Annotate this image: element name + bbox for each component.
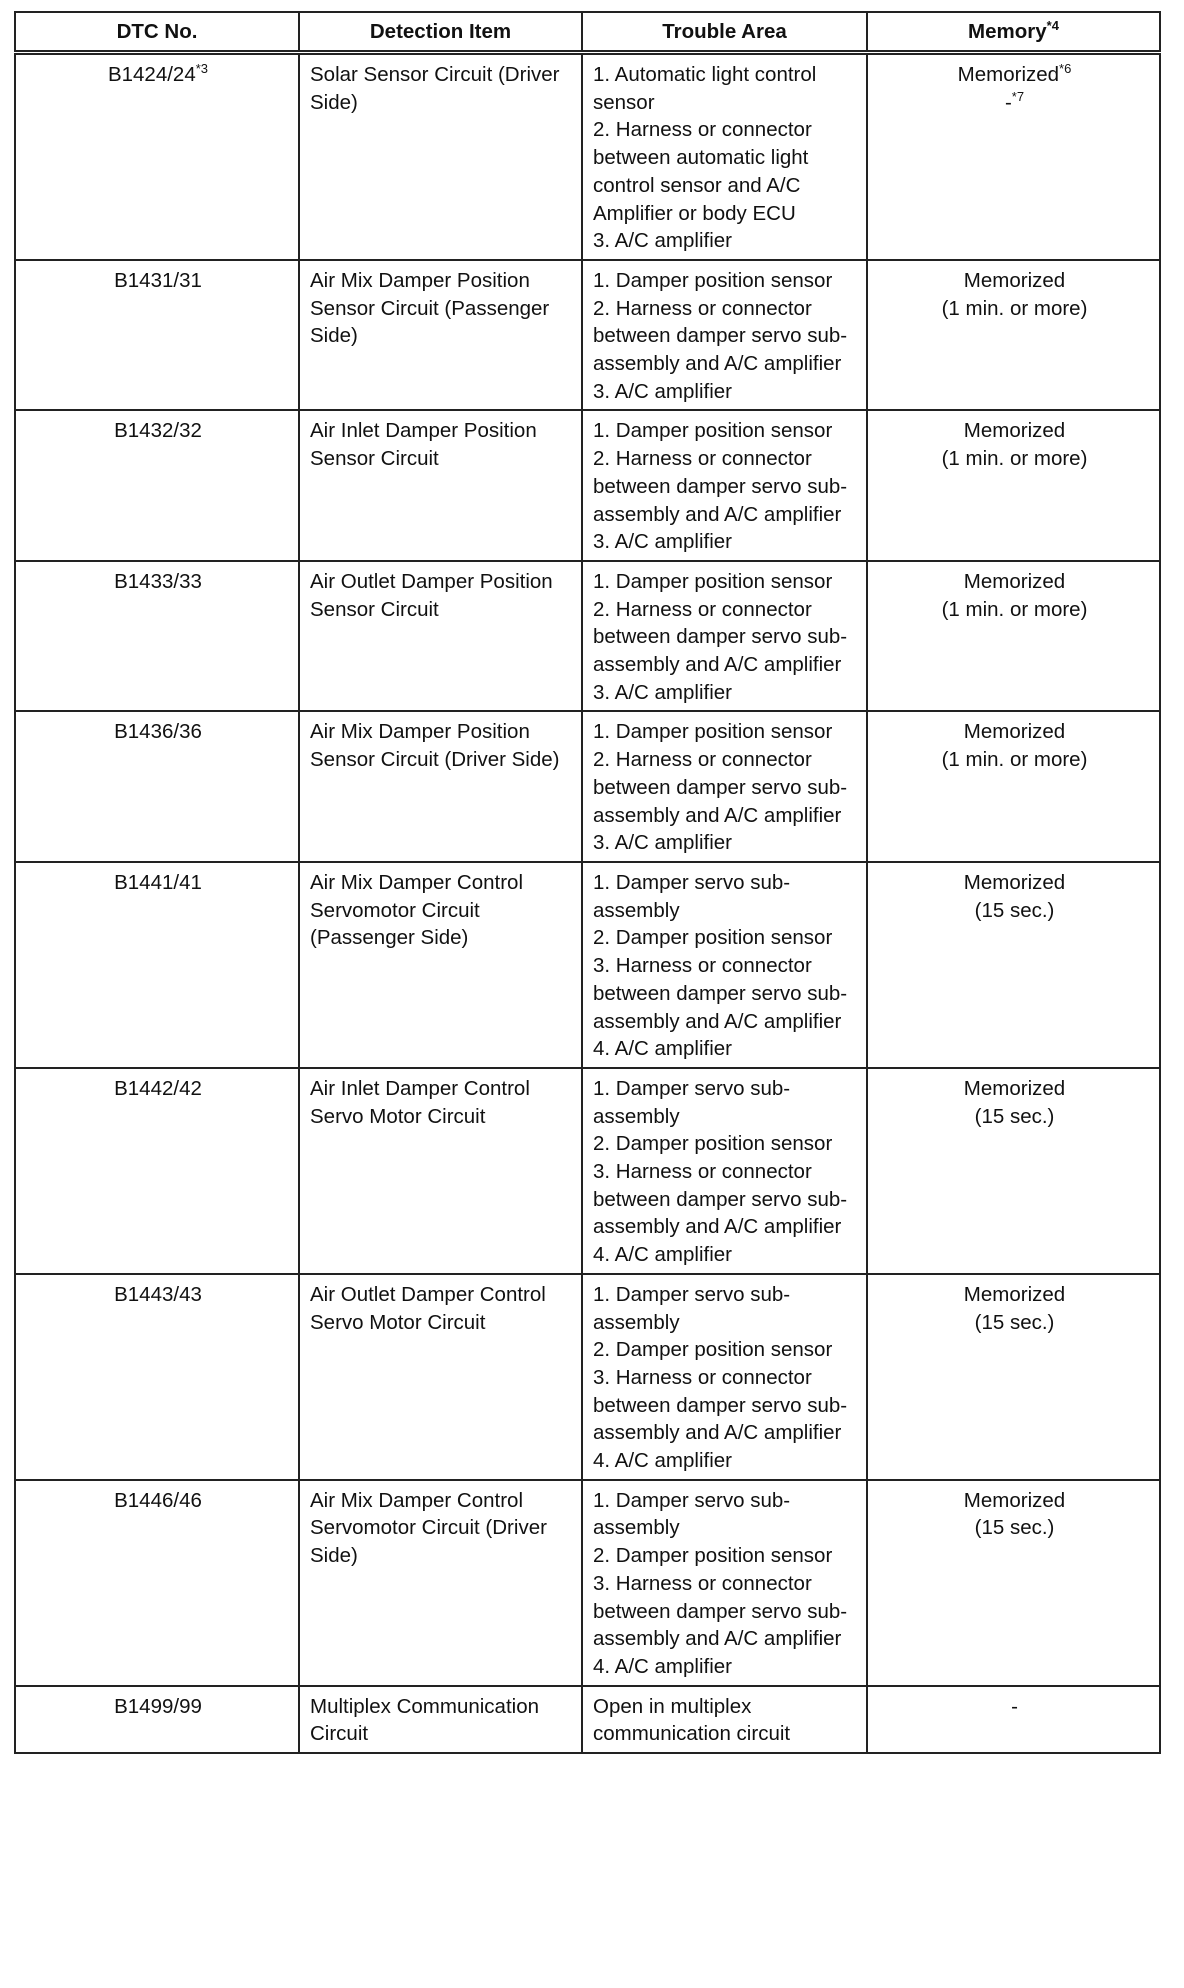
trouble-area-cell (582, 711, 867, 862)
header-dtc-no: DTC No. (15, 12, 299, 53)
table-row (15, 1068, 1160, 1274)
table-row (15, 1480, 1160, 1686)
trouble-area-item: 2. Damper position sensor (593, 1132, 833, 1156)
dtc-number: B1441/41 (114, 870, 202, 894)
trouble-area-item: 2. Harness or connector between damper servo sub-assembly and A/C amplifier (593, 296, 848, 376)
memory-status: - (1011, 1694, 1018, 1718)
trouble-area-item: 1. Damper servo sub-assembly (593, 1282, 791, 1334)
trouble-area-item: 3. Harness or connector between damper servo sub-assembly and A/C amplifier (593, 1571, 848, 1651)
detection-item-cell (299, 561, 582, 712)
memory-status: Memorized (963, 569, 1066, 593)
memory-status: Memorized (963, 1488, 1066, 1512)
memory-detail-line (878, 596, 1151, 624)
detection-item-cell (299, 260, 582, 411)
memory-detail: (1 min. or more) (941, 447, 1088, 471)
dtc-number-cell (15, 711, 299, 862)
memory-status-line (878, 568, 1151, 596)
detection-item: Air Mix Damper Control Servomotor Circuit (Passenger Side) (310, 870, 524, 950)
trouble-area-item: 1. Damper position sensor (593, 419, 833, 443)
detection-item-cell (299, 1480, 582, 1686)
trouble-area-item: 3. A/C amplifier (593, 229, 732, 253)
trouble-area-item: 1. Damper servo sub-assembly (593, 1076, 791, 1128)
memory-detail-line (878, 1309, 1151, 1337)
dtc-number: B1446/46 (114, 1488, 202, 1512)
memory-detail: (1 min. or more) (941, 748, 1088, 772)
trouble-area-item: 3. Harness or connector between damper servo sub-assembly and A/C amplifier (593, 1160, 848, 1239)
memory-detail: (15 sec.) (974, 1310, 1055, 1334)
table-row (15, 260, 1160, 411)
trouble-area-item: 2. Damper position sensor (593, 926, 833, 950)
trouble-area-item: 3. A/C amplifier (593, 530, 732, 554)
dtc-number-cell (15, 561, 299, 712)
dtc-number: B1436/36 (114, 720, 202, 744)
trouble-area-item: 1. Damper position sensor (593, 569, 833, 593)
table-row (15, 1686, 1160, 1753)
memory-cell (867, 53, 1160, 260)
trouble-area-item: 2. Damper position sensor (593, 1544, 833, 1568)
detection-item: Air Mix Damper Control Servomotor Circuit (Driver Side) (310, 1488, 547, 1568)
trouble-area-item: 4. A/C amplifier (593, 1243, 732, 1267)
memory-detail-line (878, 295, 1151, 323)
memory-cell (867, 260, 1160, 411)
memory-detail: (1 min. or more) (941, 296, 1088, 320)
memory-cell (867, 1686, 1160, 1753)
table-row (15, 410, 1160, 561)
trouble-area-item: 3. Harness or connector between damper servo sub-assembly and A/C amplifier (593, 954, 848, 1033)
trouble-area-item: 1. Damper position sensor (593, 268, 833, 292)
memory-detail-line (878, 445, 1151, 473)
trouble-area-item: 4. A/C amplifier (593, 1654, 732, 1678)
dtc-number-cell (15, 1480, 299, 1686)
header-row (15, 12, 1160, 53)
memory-cell (867, 862, 1160, 1068)
trouble-area-cell (582, 53, 867, 260)
trouble-area-item: 1. Damper position sensor (593, 720, 833, 744)
dtc-number-cell (15, 1686, 299, 1753)
memory-status: Memorized (963, 720, 1066, 744)
trouble-area-cell (582, 561, 867, 712)
trouble-area-cell (582, 410, 867, 561)
detection-item: Solar Sensor Circuit (Driver Side) (310, 63, 560, 114)
memory-footnote: *6 (1059, 61, 1072, 76)
memory-status-line (878, 869, 1151, 897)
memory-cell (867, 1480, 1160, 1686)
dtc-number-cell (15, 410, 299, 561)
memory-status-line (878, 417, 1151, 445)
detection-item-cell (299, 410, 582, 561)
dtc-number: B1499/99 (114, 1694, 202, 1718)
memory-status: Memorized (963, 870, 1066, 894)
memory-detail: (1 min. or more) (941, 597, 1088, 621)
dtc-number-cell (15, 260, 299, 411)
header-memory: Memory$^{*4}$ (867, 12, 1160, 53)
table-row (15, 862, 1160, 1068)
header-trouble-area: Trouble Area (582, 12, 867, 53)
table-row (15, 53, 1160, 260)
memory-cell (867, 711, 1160, 862)
detection-item: Air Outlet Damper Control Servo Motor Circuit (310, 1282, 546, 1334)
header-memory-footnote: *4 (1046, 17, 1059, 33)
dtc-number: B1431/31 (114, 268, 202, 292)
memory-status-line (878, 1075, 1151, 1103)
detection-item-cell (299, 1686, 582, 1753)
trouble-area-cell (582, 1686, 867, 1753)
trouble-area-item: 4. A/C amplifier (593, 1037, 732, 1061)
memory-detail-line (878, 1103, 1151, 1131)
memory-detail-line (878, 746, 1151, 774)
trouble-area-item: 1. Damper servo sub-assembly (593, 1488, 791, 1540)
memory-cell (867, 1068, 1160, 1274)
memory-status-line (878, 267, 1151, 295)
trouble-area-item: 3. A/C amplifier (593, 680, 732, 704)
memory-cell (867, 561, 1160, 712)
table-row (15, 1274, 1160, 1480)
detection-item: Air Inlet Damper Position Sensor Circuit (310, 419, 537, 471)
detection-item-cell (299, 1274, 582, 1480)
dtc-number: B1424/24 (107, 63, 196, 86)
trouble-area-item: 2. Harness or connector between damper servo sub-assembly and A/C amplifier (593, 447, 848, 526)
detection-item: Air Inlet Damper Control Servo Motor Circuit (310, 1076, 530, 1128)
memory-detail-line (878, 89, 1151, 117)
memory-cell (867, 1274, 1160, 1480)
memory-detail: (15 sec.) (974, 1104, 1055, 1128)
trouble-area-cell (582, 1274, 867, 1480)
dtc-number-cell (15, 1274, 299, 1480)
trouble-area-item: 2. Damper position sensor (593, 1338, 833, 1362)
memory-status: Memorized (963, 1076, 1066, 1100)
detection-item-cell (299, 1068, 582, 1274)
memory-status: Memorized (963, 419, 1066, 443)
trouble-area-cell (582, 1068, 867, 1274)
memory-status-line (878, 61, 1151, 89)
trouble-area-item: 2. Harness or connector between damper servo sub-assembly and A/C amplifier (593, 748, 848, 827)
trouble-area-item: 2. Harness or connector between damper servo sub-assembly and A/C amplifier (593, 597, 848, 677)
trouble-area-item: 3. A/C amplifier (593, 831, 732, 855)
dtc-number-cell (15, 53, 299, 260)
dtc-number-cell (15, 862, 299, 1068)
detection-item: Multiplex Communication Circuit (310, 1694, 540, 1746)
dtc-number: B1443/43 (114, 1282, 202, 1306)
detection-item-cell (299, 53, 582, 260)
memory-status: Memorized (957, 63, 1060, 86)
dtc-number-cell (15, 1068, 299, 1274)
trouble-area-item: Open in multiplex communication circuit (593, 1694, 791, 1746)
detection-item: Air Mix Damper Position Sensor Circuit (Driver Side) (310, 720, 560, 772)
detection-item-cell (299, 711, 582, 862)
dtc-number: B1442/42 (114, 1076, 202, 1100)
header-detection-item: Detection Item (299, 12, 582, 53)
trouble-area-item: 3. A/C amplifier (593, 379, 732, 403)
memory-cell (867, 410, 1160, 561)
trouble-area-item: 1. Damper servo sub-assembly (593, 870, 791, 922)
trouble-area-item: 3. Harness or connector between damper servo sub-assembly and A/C amplifier (593, 1365, 848, 1445)
memory-status-line (878, 1281, 1151, 1309)
trouble-area-item: 4. A/C amplifier (593, 1449, 732, 1473)
memory-detail: (15 sec.) (974, 1516, 1055, 1540)
detection-item-cell (299, 862, 582, 1068)
trouble-area-cell (582, 862, 867, 1068)
memory-status: Memorized (963, 1282, 1066, 1306)
dtc-table (14, 11, 1161, 1754)
trouble-area-item: 1. Automatic light control sensor (593, 63, 817, 114)
detection-item: Air Outlet Damper Position Sensor Circuit (310, 569, 553, 621)
memory-detail: (15 sec.) (974, 898, 1055, 922)
memory-status: Memorized (963, 268, 1066, 292)
memory-detail: - (1004, 90, 1012, 114)
trouble-area-cell (582, 260, 867, 411)
table-row (15, 711, 1160, 862)
memory-status-line (878, 1487, 1151, 1515)
detection-item: Air Mix Damper Position Sensor Circuit (Passenger Side) (310, 268, 550, 348)
dtc-number: B1433/33 (114, 569, 202, 593)
trouble-area-cell (582, 1480, 867, 1686)
memory-status-line (878, 1693, 1151, 1721)
dtc-number: B1432/32 (114, 419, 202, 443)
memory-detail-line (878, 897, 1151, 925)
memory-detail-line (878, 1514, 1151, 1542)
memory-status-line (878, 718, 1151, 746)
trouble-area-item: 2. Harness or connector between automatic light control sensor and A/C Amplifier or body ECU (593, 118, 812, 225)
memory-detail-footnote: *7 (1011, 88, 1025, 104)
dtc-footnote: *3 (195, 61, 209, 76)
table-row (15, 561, 1160, 712)
